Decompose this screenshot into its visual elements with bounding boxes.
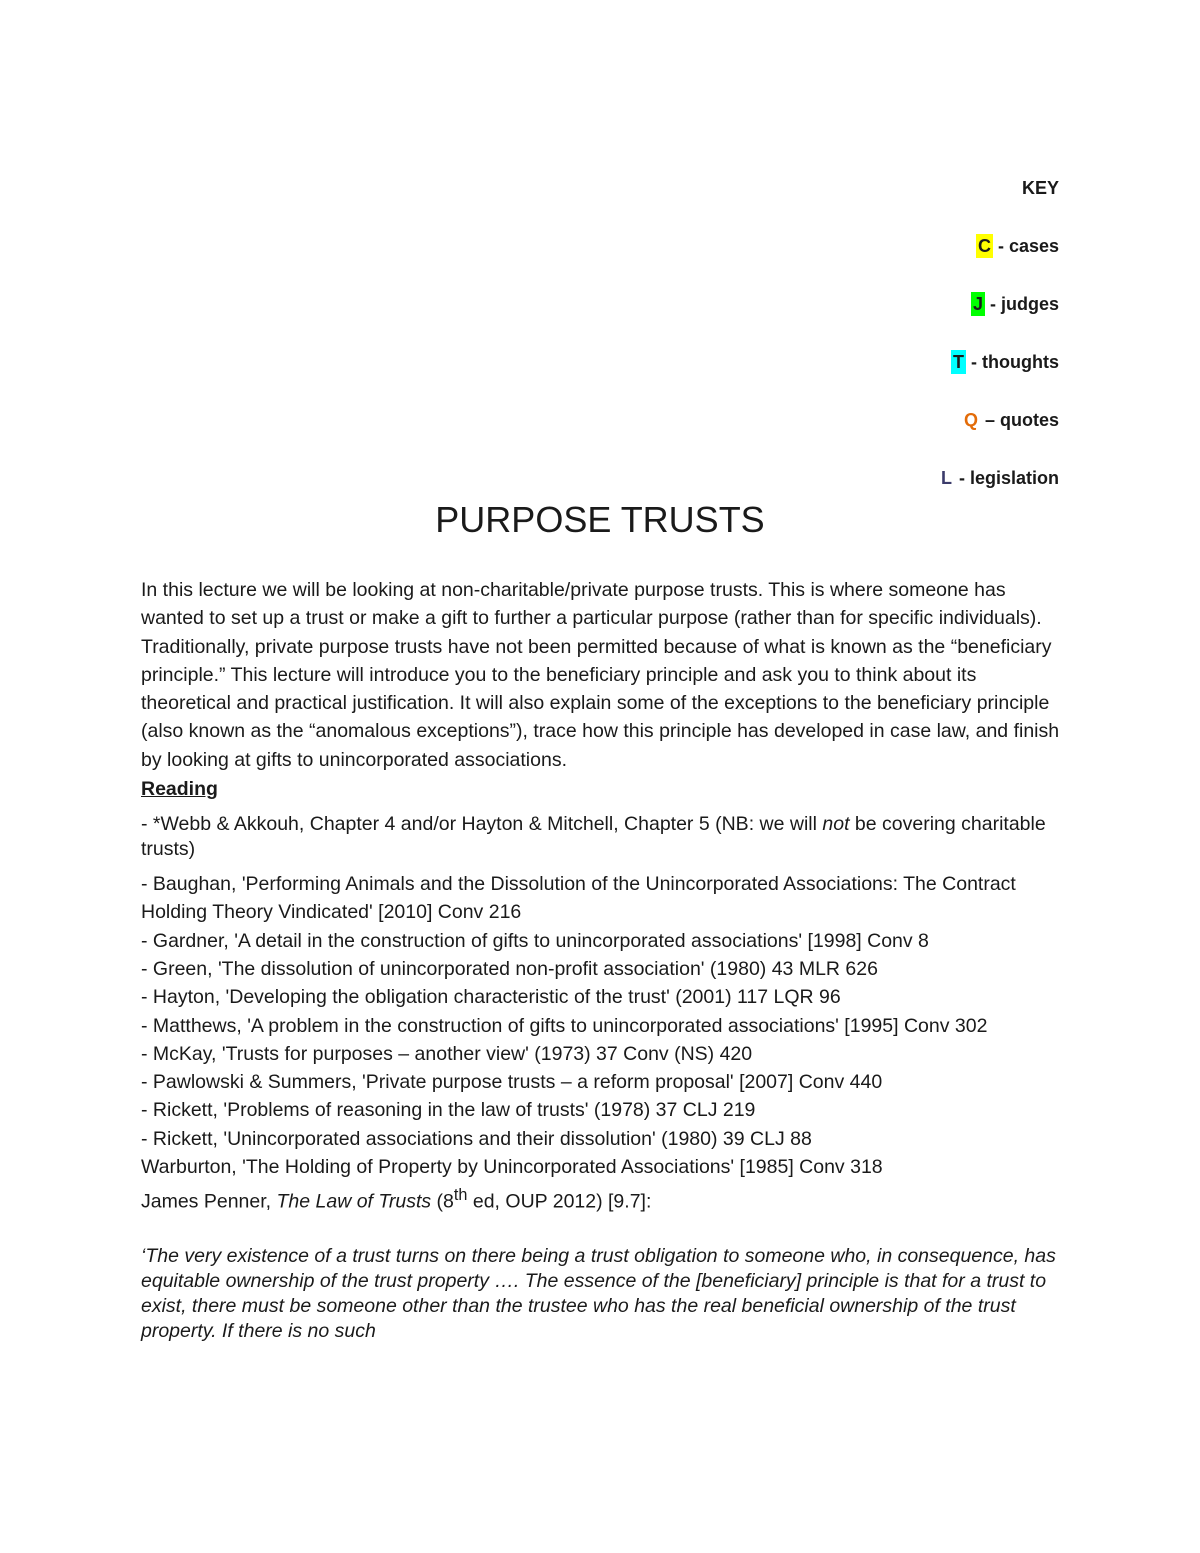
key-row-judges [939,292,1059,316]
penner-publisher: ed, OUP 2012) [9.7]: [467,1190,652,1213]
key-label-judges: judges [1000,294,1059,314]
penner-quote: ‘The very existence of a trust turns on there being a trust obligation to someone who, in consequence, has equitable ownership of the trust property …. The essence of the [beneficiary] principle is that for a trust to exist, there must be someone other than the trustee who has the real beneficial ownership of the trust property. If there is no such [141,1245,1056,1343]
key-row-quotes [939,408,1059,432]
penner-edition-suffix: th [453,1186,468,1205]
reading-item: - Pawlowski & Summers, 'Private purpose trusts – a reform proposal' [2007] Conv 440 [141,1071,883,1094]
intro-paragraph: In this lecture we will be looking at non-charitable/private purpose trusts. This is where someone has wanted to set up a trust or make a gift to further a particular purpose (rather than for specific individuals). Traditionally, private purpose trusts have not been permitted because of what is known as the “beneficiary principle.” This lecture will introduce you to the beneficiary principle and ask you to think about its theoretical and practical justification. It will also explain some of the exceptions to the beneficiary principle (also known as the “anomalous exceptions”), trace how this principle has developed in case law, and finish by looking at gifts to unincorporated associations. [141,579,1060,771]
reading-item: - Rickett, 'Unincorporated associations and their dissolution' (1980) 39 CLJ 88 [141,1127,812,1150]
key-label-thoughts: thoughts [982,352,1059,372]
penner-book-title: The Law of Trusts [276,1190,432,1213]
key-label-cases: cases [1008,236,1059,256]
reading-item: - Rickett, 'Problems of reasoning in the law of trusts' (1978) 37 CLJ 219 [141,1099,756,1122]
reading-heading: Reading [141,778,218,801]
key-sep-cases: - [992,236,1009,256]
reading-item: - Gardner, 'A detail in the construction of gifts to unincorporated associations' [1998] Conv 8 [141,929,929,952]
key-letter-cases: C [977,236,991,256]
reading-item-textbooks-emphasis: not [822,813,850,836]
key-row-thoughts [939,350,1059,374]
key-title: KEY [1021,178,1059,198]
reading-list [141,812,1066,1216]
key-letter-quotes: Q [963,410,978,430]
key-legend [939,176,1059,490]
key-sep-quotes: – [979,410,1000,430]
key-sep-judges: - [984,294,1001,314]
penner-author: James Penner, [141,1190,277,1213]
reading-item: Warburton, 'The Holding of Property by Unincorporated Associations' [1985] Conv 318 [141,1156,883,1179]
key-letter-judges: J [972,294,983,314]
key-label-quotes: quotes [999,410,1059,430]
reading-item: - Matthews, 'A problem in the construction of gifts to unincorporated associations' [1995] Conv 302 [141,1014,988,1037]
reading-item: - Green, 'The dissolution of unincorporated non-profit association' (1980) 43 MLR 626 [141,957,878,980]
document-body [141,576,1066,1344]
reading-item: - Baughan, 'Performing Animals and the Dissolution of the Unincorporated Associations: The Contract Holding Theory Vindicated' [2010] Conv 216 [141,873,1016,924]
reading-item-textbooks-post: be covering charitable trusts) [141,813,1046,861]
penner-edition: (8 [431,1190,454,1213]
reading-item-textbooks [141,812,1066,862]
reading-item: - McKay, 'Trusts for purposes – another view' (1973) 37 Conv (NS) 420 [141,1042,753,1065]
key-sep-thoughts: - [966,352,983,372]
key-row-cases [939,234,1059,258]
reading-item-textbooks-pre: - *Webb & Akkouh, Chapter 4 and/or Hayton & Mitchell, Chapter 5 (NB: we will [141,813,823,836]
page-title: PURPOSE TRUSTS [435,499,765,540]
key-sep-legislation: - [953,468,970,488]
reading-item: - Hayton, 'Developing the obligation characteristic of the trust' (2001) 117 LQR 96 [141,986,841,1009]
key-label-legislation: legislation [969,468,1059,488]
key-row-legislation [939,466,1059,490]
key-letter-legislation: L [940,468,952,488]
reading-item-penner [141,1181,1066,1216]
key-letter-thoughts: T [953,352,965,372]
